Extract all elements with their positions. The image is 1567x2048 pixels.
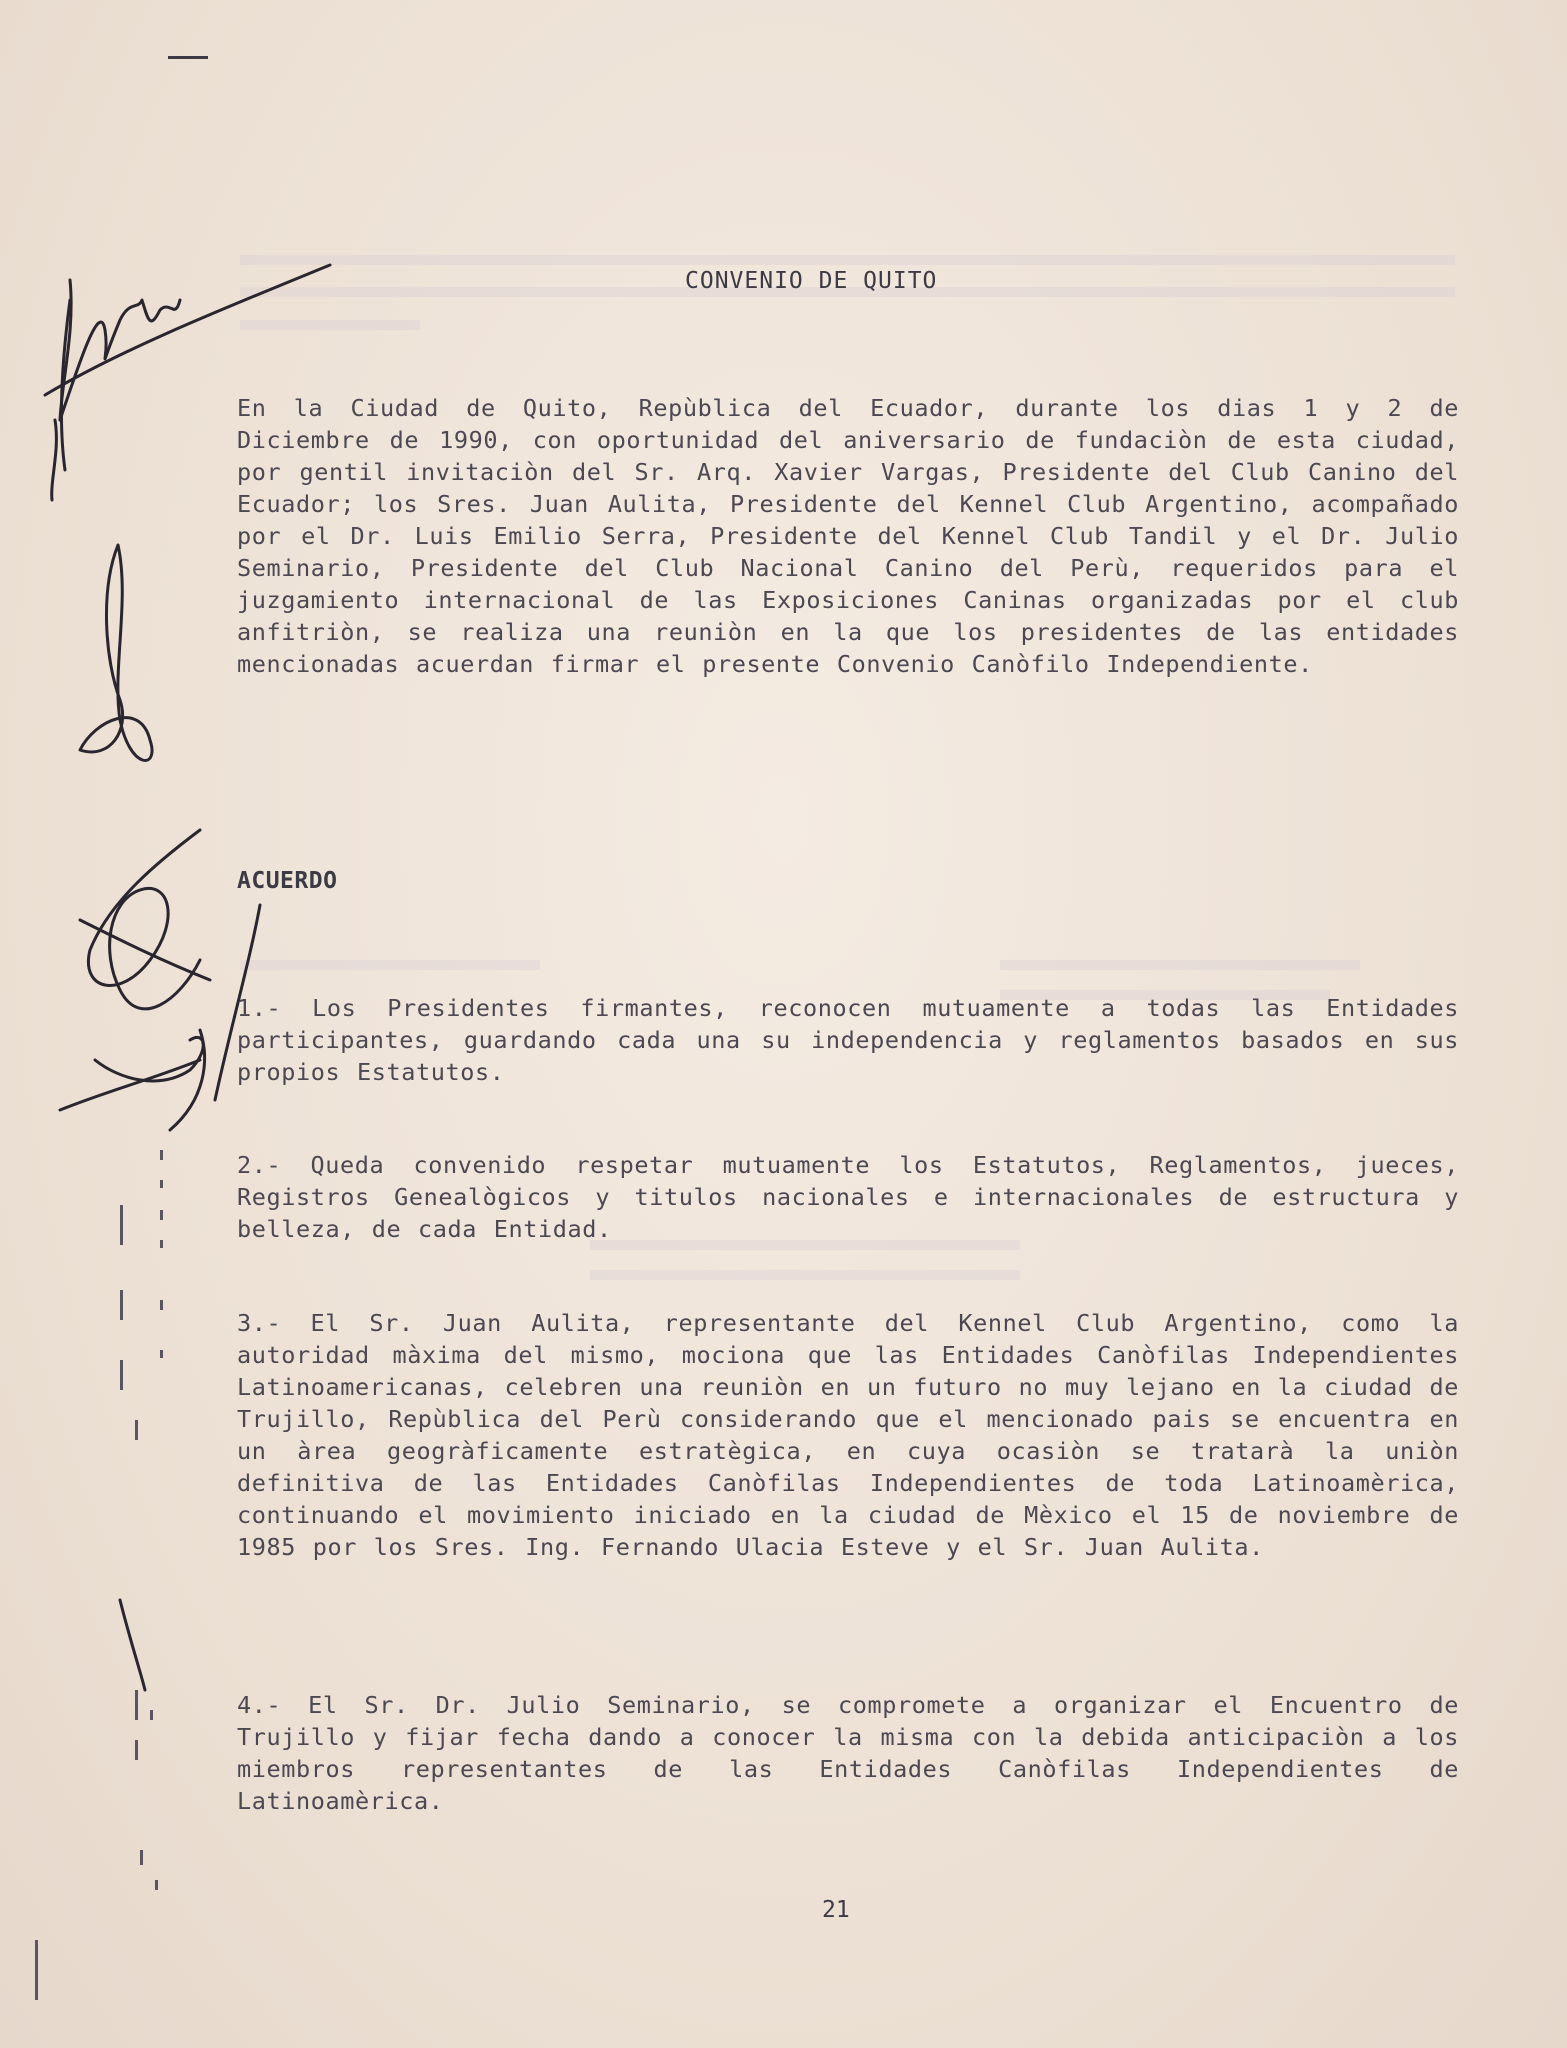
clause-2: 2.- Queda convenido respetar mutuamente los Estatutos, Reglamentos, jueces, Registros Genealògicos y titulos nacionales e internacionales de estructura y belleza, de cada Entidad.	[237, 1151, 1459, 1243]
section-heading: ACUERDO	[237, 868, 338, 894]
document-title: CONVENIO DE QUITO	[685, 268, 938, 294]
clause-3: 3.- El Sr. Juan Aulita, representante del Kennel Club Argentino, como la autoridad màxima del mismo, mociona que las Entidades Canòfilas Independientes Latinoamericanas, celebren una reuniòn en un futuro no muy lejano en la ciudad de Trujillo, Repùblica del Perù considerando que el mencionado pais se encuentra en un àrea geogràficamente estratègica, en cuya ocasiòn se tratarà la uniòn definitiva de las Entidades Canòfilas Independientes de toda Latinoamèrica, continuando el movimiento iniciado en la ciudad de Mèxico el 15 de noviembre de 1985 por los Sres. Ing. Fernando Ulacia Esteve y el Sr. Juan Aulita.	[237, 1309, 1459, 1561]
page-number: 21	[822, 1897, 850, 1923]
clause-4: 4.- El Sr. Dr. Julio Seminario, se compromete a organizar el Encuentro de Trujillo y fijar fecha dando a conocer la misma con la debida anticipaciòn a los miembros representantes de las Entidades Canòfilas Independientes de Latinoamèrica.	[237, 1691, 1459, 1815]
corner-mark	[168, 56, 208, 59]
clause-1: 1.- Los Presidentes firmantes, reconocen mutuamente a todas las Entidades participantes, guardando cada una su independencia y reglamentos basados en sus propios Estatutos.	[237, 994, 1459, 1086]
intro-paragraph: En la Ciudad de Quito, Repùblica del Ecuador, durante los dias 1 y 2 de Diciembre de 1990, con oportunidad del aniversario de fundaciòn de esta ciudad, por gentil invitaciòn del Sr. Arq. Xavier Vargas, Presidente del Club Canino del Ecuador; los Sres. Juan Aulita, Presidente del Kennel Club Argentino, acompañado por el Dr. Luis Emilio Serra, Presidente del Kennel Club Tandil y el Dr. Julio Seminario, Presidente del Club Nacional Canino del Perù, requeridos para el juzgamiento internacional de las Exposiciones Caninas organizadas por el club anfitriòn, se realiza una reuniòn en la que los presidentes de las entidades mencionadas acuerdan firmar el presente Convenio Canòfilo Independiente.	[237, 394, 1459, 678]
